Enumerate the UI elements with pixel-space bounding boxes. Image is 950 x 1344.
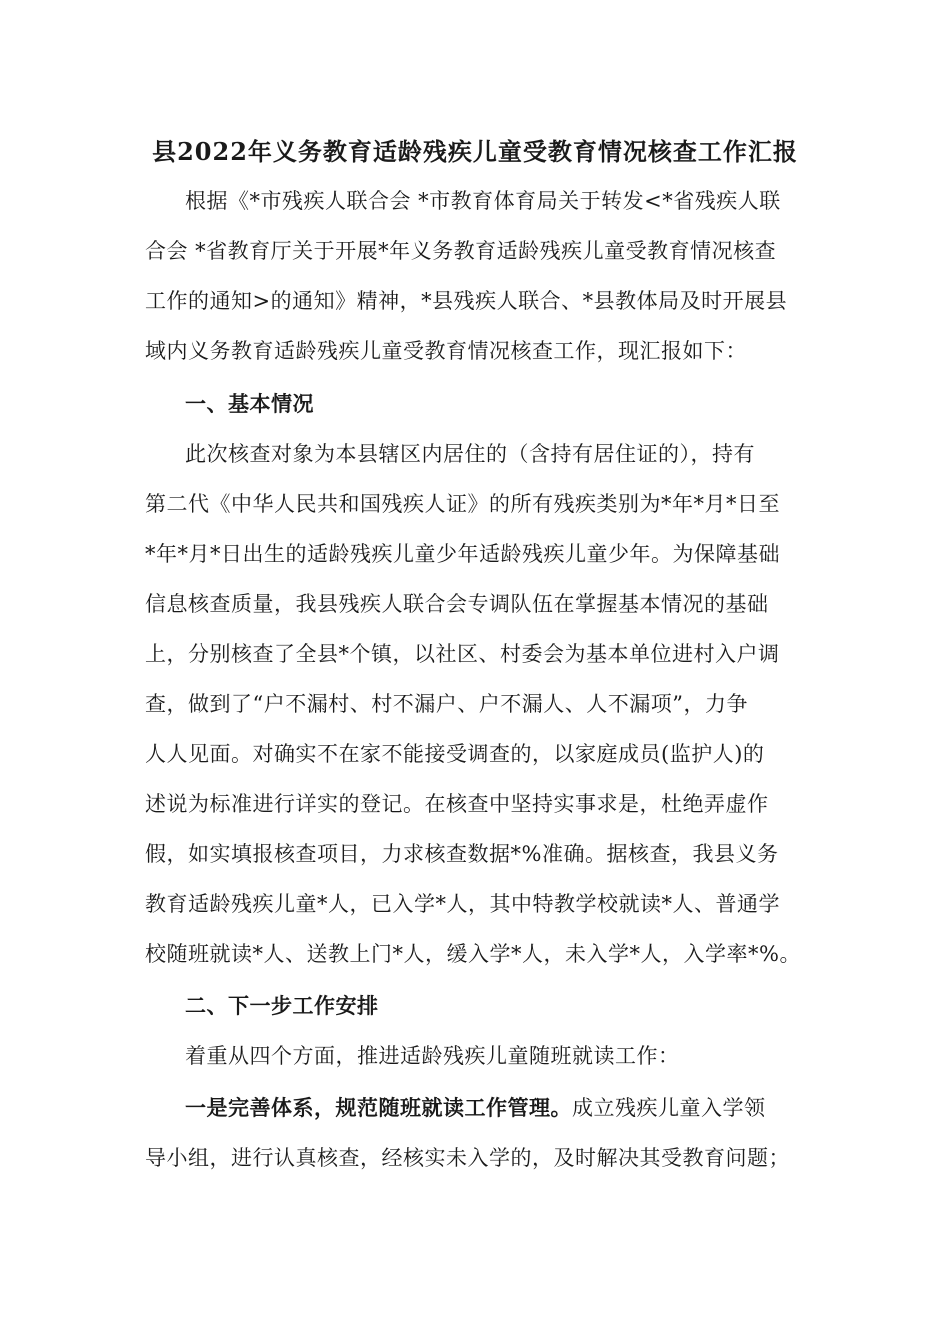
document-title: 县2022年义务教育适龄残疾儿童受教育情况核查工作汇报: [152, 137, 798, 166]
intro-line-4: 域内义务教育适龄残疾儿童受教育情况核查工作，现汇报如下：: [145, 339, 747, 363]
item1-line-2: 导小组，进行认真核查，经核实未入学的，及时解决其受教育问题；: [145, 1146, 790, 1170]
section1-line-1: 此次核查对象为本县辖区内居住的（含持有居住证的），持有: [185, 442, 755, 466]
intro-line-3: 工作的通知>的通知》精神，*县残疾人联合、*县教体局及时开展县: [145, 289, 788, 313]
section1-line-8: 述说为标准进行详实的登记。在核查中坚持实事求是，杜绝弄虚作: [145, 792, 769, 816]
intro-line-1: 根据《*市残疾人联合会 *市教育体育局关于转发<*省残疾人联: [185, 189, 781, 213]
section1-line-7: 人人见面。对确实不在家不能接受调查的，以家庭成员(监护人)的: [145, 742, 765, 766]
section1-line-4: 信息核查质量，我县残疾人联合会专调队伍在掌握基本情况的基础: [145, 592, 769, 616]
section-heading-next-steps: 二、下一步工作安排: [185, 993, 379, 1018]
item1-rest: 成立残疾儿童入学领: [572, 1096, 766, 1120]
section-heading-basic: 一、基本情况: [185, 391, 314, 416]
section2-intro: 着重从四个方面，推进适龄残疾儿童随班就读工作：: [185, 1044, 680, 1068]
intro-line-2: 合会 *省教育厅关于开展*年义务教育适龄残疾儿童受教育情况核查: [145, 239, 777, 263]
item1-line-1: [185, 1093, 766, 1123]
item1-lead: 一是完善体系，规范随班就读工作管理。: [185, 1095, 572, 1120]
section1-line-10: 教育适龄残疾儿童*人，已入学*人，其中特教学校就读*人、普通学: [145, 892, 780, 916]
section1-line-2: 第二代《中华人民共和国残疾人证》的所有残疾类别为*年*月*日至: [145, 492, 780, 516]
section1-line-6: 查，做到了“户不漏村、村不漏户、户不漏人、人不漏项”，力争: [145, 692, 748, 716]
section1-line-11: 校随班就读*人、送教上门*人，缓入学*人，未入学*人，入学率*%。: [145, 942, 801, 966]
section1-line-5: 上，分别核查了全县*个镇，以社区、村委会为基本单位进村入户调: [145, 642, 780, 666]
section1-line-9: 假，如实填报核查项目，力求核查数据*%准确。据核查，我县义务: [145, 842, 779, 866]
section1-line-3: *年*月*日出生的适龄残疾儿童少年适龄残疾儿童少年。为保障基础: [145, 542, 780, 566]
